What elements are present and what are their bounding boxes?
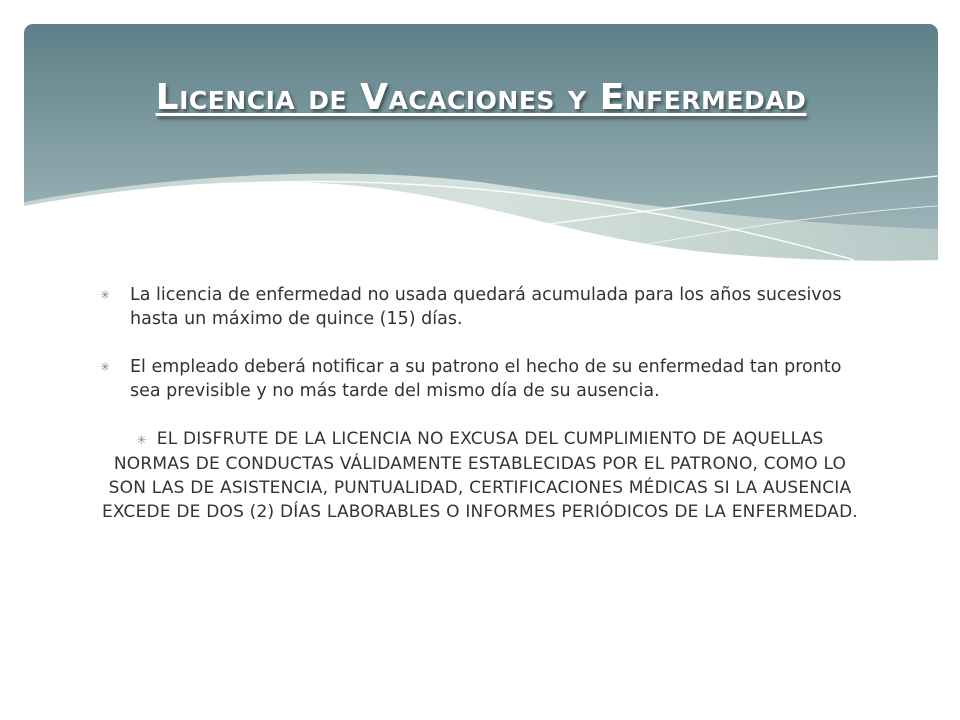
asterisk-bullet-icon: ✳ <box>136 433 147 447</box>
bullet-item <box>100 355 860 403</box>
bullet-item <box>100 283 860 331</box>
slide-title: Licencia de Vacaciones y Enfermedad <box>155 77 807 118</box>
bullet-text: El empleado deberá notificar a su patrono el hecho de su enfermedad tan pronto sea previsible y no más tarde del mismo día de su ausencia. <box>130 357 842 401</box>
bullet-text: La licencia de enfermedad no usada quedará acumulada para los años sucesivos hasta un máximo de quince (15) días. <box>130 285 842 329</box>
header-band <box>24 24 938 264</box>
asterisk-bullet-icon: ✳ <box>100 288 111 302</box>
bullet-list <box>100 283 860 524</box>
asterisk-bullet-icon: ✳ <box>100 360 111 374</box>
bullet-text: EL DISFRUTE DE LA LICENCIA NO EXCUSA DEL CUMPLIMIENTO DE AQUELLAS NORMAS DE CONDUCTAS VÁLIDAMENTE ESTABLECIDAS POR EL PATRONO, COMO LO SON LAS DE ASISTENCIA, PUNTUALIDAD, CERTIFICACIONES MÉDICAS SI LA AUSENCIA EXCEDE DE DOS (2) DÍAS LABORABLES O INFORMES PERIÓDICOS DE LA ENFERMEDAD. <box>101 429 859 522</box>
bullet-item <box>100 427 860 524</box>
header-wave-graphic <box>24 24 938 264</box>
